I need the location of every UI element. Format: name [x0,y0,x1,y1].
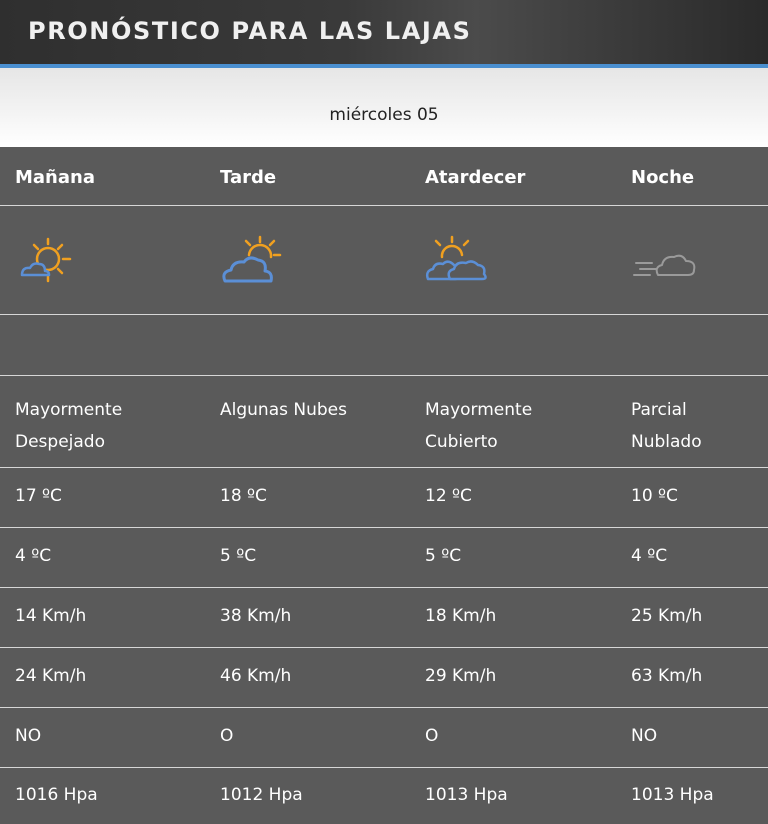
sky-description: Mayormente Despejado [15,400,123,452]
temp-max: 17 ºC [15,486,62,506]
wind-gust: 24 Km/h [15,666,87,686]
pressure: 1013 Hpa [631,785,714,805]
spacer-row [0,315,768,376]
pressure: 1016 Hpa [15,785,98,805]
mostly-cloudy-icon [422,231,494,291]
temp-max: 10 ºC [631,486,678,506]
mostly-clear-icon [12,231,76,291]
period-name: Noche [631,167,695,188]
partly-cloudy-night-icon [628,231,700,291]
temp-max-row [0,468,768,528]
temp-max: 18 ºC [220,486,267,506]
forecast-header [0,0,768,68]
description-row [0,376,768,468]
wind-speed: 25 Km/h [631,606,703,626]
wind-speed: 14 Km/h [15,606,87,626]
wind-direction: NO [15,726,42,746]
temp-min: 5 ºC [425,546,462,566]
some-clouds-icon [217,231,289,291]
temp-min: 4 ºC [631,546,668,566]
wind-direction: NO [631,726,658,746]
period-name: Mañana [15,167,95,188]
wind-speed-row [0,588,768,648]
sky-description: Parcial Nublado [631,400,702,452]
sky-description: Mayormente Cubierto [425,400,533,452]
wind-direction: O [425,726,439,746]
wind-speed: 18 Km/h [425,606,497,626]
wind-speed: 38 Km/h [220,606,292,626]
pressure: 1012 Hpa [220,785,303,805]
wind-gust: 46 Km/h [220,666,292,686]
temp-min-row [0,528,768,588]
wind-gust: 63 Km/h [631,666,703,686]
period-header-row [0,147,768,206]
forecast-title: PRONÓSTICO PARA LAS LAJAS [28,17,472,45]
sky-description: Algunas Nubes [220,400,347,420]
day-label: miércoles 05 [329,105,439,125]
temp-min: 4 ºC [15,546,52,566]
icon-row [0,206,768,315]
wind-gust: 29 Km/h [425,666,497,686]
wind-direction-row [0,708,768,768]
pressure-row [0,768,768,824]
forecast-table [0,147,768,824]
period-name: Tarde [220,167,277,188]
temp-max: 12 ºC [425,486,472,506]
pressure: 1013 Hpa [425,785,508,805]
day-band [0,68,768,147]
wind-direction: O [220,726,234,746]
temp-min: 5 ºC [220,546,257,566]
wind-gust-row [0,648,768,708]
period-name: Atardecer [425,167,526,188]
